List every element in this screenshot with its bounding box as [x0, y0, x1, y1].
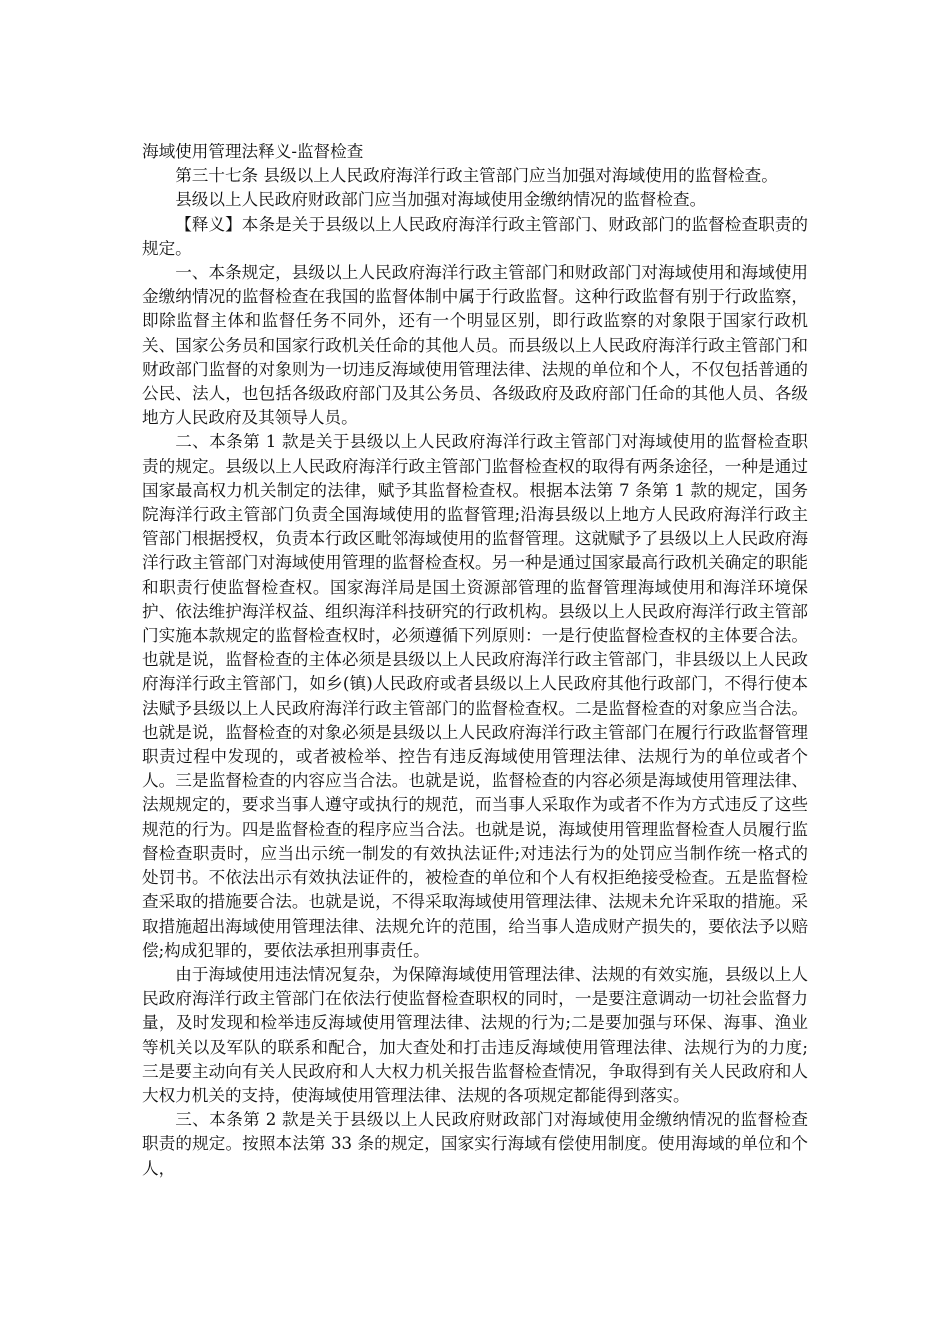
section-one-paragraph: 一、本条规定，县级以上人民政府海洋行政主管部门和财政部门对海域使用和海域使用金缴纳情况的监督检查在我国的监督体制中属于行政监督。这种行政监督有别于行政监察，即除监督主体和监督任务不同外，还有一个明显区别，即行政监察的对象限于国家行政机关、国家公务员和国家行政机关任命的其他人员。而县级以上人民政府海洋行政主管部门和财政部门监督的对象则为一切违反海域使用管理法律、法规的单位和个人，不仅包括普通的公民、法人，也包括各级政府部门及其公务员、各级政府及政府部门任命的其他人员、各级地方人民政府及其领导人员。: [142, 263, 808, 428]
article-paragraph: 第三十七条 县级以上人民政府海洋行政主管部门应当加强对海域使用的监督检查。: [175, 166, 778, 186]
document-title: 海域使用管理法释义-监督检查: [142, 142, 364, 161]
article-paragraph: 县级以上人民政府财政部门应当加强对海域使用金缴纳情况的监督检查。: [175, 190, 707, 210]
section-two-paragraph: 二、本条第 1 款是关于县级以上人民政府海洋行政主管部门对海域使用的监督检查职责的规定。县级以上人民政府海洋行政主管部门监督检查权的取得有两条途径，一种是通过国家最高权力机关制定的法律，赋予其监督检查权。根据本法第 7 条第 1 款的规定，国务院海洋行政主管部门负责全国海域使用的监督管理;沿海县级以上地方人民政府海洋行政主管部门根据授权，负责本行政区毗邻海域使用的监督管理。这就赋予了县级以上人民政府海洋行政主管部门对海域使用管理的监督检查权。另一种是通过国家最高行政机关确定的职能和职责行使监督检查权。国家海洋局是国土资源部管理的监督管理海域使用和海洋环境保护、依法维护海洋权益、组织海洋科技研究的行政机构。县级以上人民政府海洋行政主管部门实施本款规定的监督检查权时，必须遵循下列原则：一是行使监督检查权的主体要合法。也就是说，监督检查的主体必须是县级以上人民政府海洋行政主管部门，非县级以上人民政府海洋行政主管部门，如乡(镇)人民政府或者县级以上人民政府其他行政部门，不得行使本法赋予县级以上人民政府海洋行政主管部门的监督检查权。二是监督检查的对象应当合法。也就是说，监督检查的对象必须是县级以上人民政府海洋行政主管部门在履行行政监督管理职责过程中发现的，或者被检举、控告有违反海域使用管理法律、法规行为的单位或者个人。三是监督检查的内容应当合法。也就是说，监督检查的内容必须是海域使用管理法律、法规规定的，要求当事人遵守或执行的规范，而当事人采取作为或者不作为方式违反了这些规范的行为。四是监督检查的程序应当合法。也就是说，海域使用管理监督检查人员履行监督检查职责时，应当出示统一制发的有效执法证件;对违法行为的处罚应当制作统一格式的处罚书。不依法出示有效执法证件的，被检查的单位和个人有权拒绝接受检查。五是监督检查采取的措施要合法。也就是说，不得采取海域使用管理法律、法规未允许采取的措施。采取措施超出海域使用管理法律、法规允许的范围，给当事人造成财产损失的，要依法予以赔偿;构成犯罪的，要依法承担刑事责任。: [142, 432, 808, 960]
interpretation-paragraph: 【释义】本条是关于县级以上人民政府海洋行政主管部门、财政部门的监督检查职责的规定。: [142, 214, 808, 258]
section-three-paragraph: 三、本条第 2 款是关于县级以上人民政府财政部门对海域使用金缴纳情况的监督检查职责的规定。按照本法第 33 条的规定，国家实行海域有偿使用制度。使用海域的单位和个人，: [142, 1110, 808, 1178]
section-two-continued-paragraph: 由于海域使用违法情况复杂，为保障海域使用管理法律、法规的有效实施，县级以上人民政府海洋行政主管部门在依法行使监督检查职权的同时，一是要注意调动一切社会监督力量，及时发现和检举违反海域使用管理法律、法规的行为;二是要加强与环保、海事、渔业等机关以及军队的联系和配合，加大查处和打击违反海域使用管理法律、法规行为的力度;三是要主动向有关人民政府和人大权力机关报告监督检查情况，争取得到有关人民政府和人大权力机关的支持，使海域使用管理法律、法规的各项规定都能得到落实。: [142, 964, 808, 1105]
document-page: [142, 140, 808, 1181]
